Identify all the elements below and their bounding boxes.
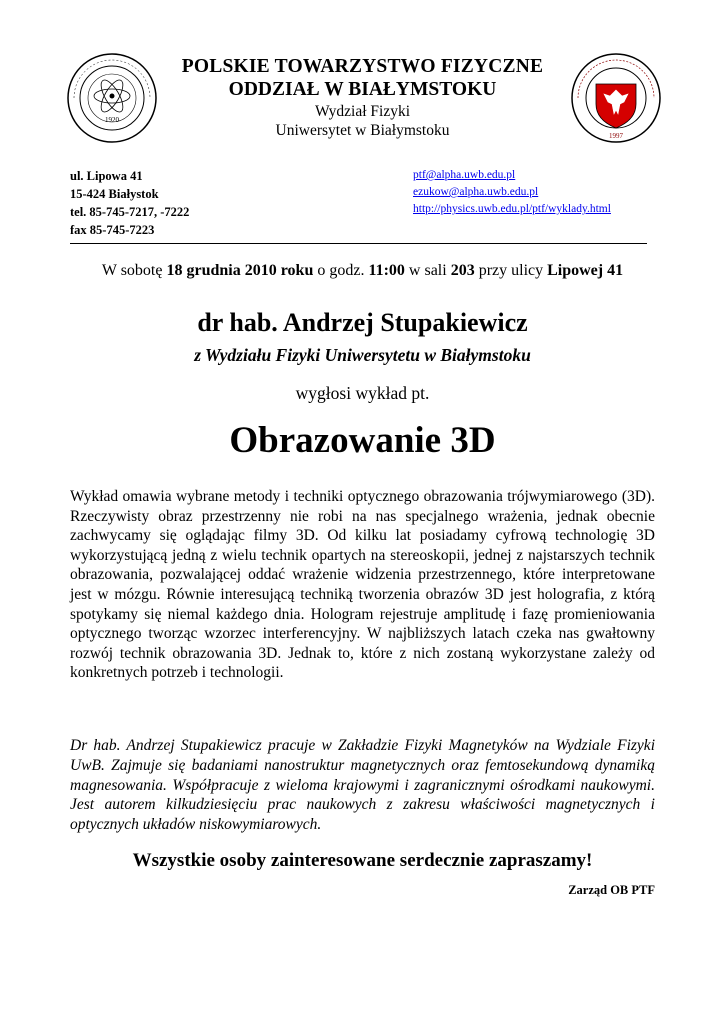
svg-text:1920: 1920 <box>105 116 119 124</box>
signature: Zarząd OB PTF <box>568 883 655 897</box>
org-name-line1: POLSKIE TOWARZYSTWO FIZYCZNE <box>181 56 544 77</box>
email-link-ezukow[interactable]: ezukow@alpha.uwb.edu.pl <box>413 186 539 198</box>
website-link[interactable]: http://physics.uwb.edu.pl/ptf/wyklady.html <box>413 203 611 215</box>
speaker-name: dr hab. Andrzej Stupakiewicz <box>197 308 528 337</box>
org-name-line2: ODDZIAŁ W BIAŁYMSTOKU <box>228 79 497 100</box>
svg-text:1997: 1997 <box>609 132 623 140</box>
university-name: Uniwersytet w Białymstoku <box>275 122 450 139</box>
faculty-name: Wydział Fizyki <box>314 103 411 120</box>
event-datetime <box>70 262 655 280</box>
lecture-title: Obrazowanie 3D <box>229 420 496 461</box>
lecture-intro: wygłosi wykład pt. <box>295 383 430 403</box>
event-date: 18 grudnia 2010 roku <box>166 262 314 279</box>
university-seal-logo <box>570 52 662 144</box>
fax-number: fax 85-745-7223 <box>70 223 155 237</box>
ptf-seal-logo <box>66 52 158 144</box>
lecture-abstract: Wykład omawia wybrane metody i techniki optycznego obrazowania trójwymiarowego (3D). Rzeczywisty obraz przestrzenny nie robi na nas specjalnego wrażenia, jednak obecnie zachwycamy się oglądając filmy 3D. Od kilku lat posiadamy cyfrową technologię 3D wykorzystującą jedną z wielu technik opartych na stereoskopii, jednej z najstarszych technik obrazowania, pozwalającej oddać wrażenie widzenia przestrzennego, które interpretowane jest w mózgu. Równie interesującą techniką tworzenia obrazów 3D jest holografia, z którą spotykamy się niemal każdego dnia. Hologram rejestruje amplitudę i fazę promieniowania optycznego tworząc wzorzec interferencyjny. W najbliższych latach czeka nas gwałtowny rozwój technik obrazowania 3D. Jednak to, które z nich zostaną wykorzystane zależy od konkretnych potrzeb i technologii. <box>70 488 655 682</box>
event-street: Lipowej 41 <box>547 262 624 279</box>
event-time: 11:00 <box>368 262 405 279</box>
email-link-ptf[interactable]: ptf@alpha.uwb.edu.pl <box>413 169 516 181</box>
event-text-4: przy ulicy <box>474 262 548 279</box>
address-block <box>70 167 189 239</box>
event-text-2: o godz. <box>313 262 369 279</box>
event-room: 203 <box>450 262 475 279</box>
header-divider <box>70 243 647 244</box>
speaker-bio: Dr hab. Andrzej Stupakiewicz pracuje w Zakładzie Fizyki Magnetyków na Wydziale Fizyki UwB. Zajmuje się badaniami nanostruktur magnetycznych oraz femtosekundową dynamiką magnesowania. Współpracuje z wieloma krajowymi i zagranicznymi ośrodkami naukowymi. Jest autorem kilkudziesięciu prac naukowych z zakresu właściwości magnetycznych i optycznych układów niskowymiarowych. <box>70 737 655 834</box>
speaker-affiliation: z Wydziału Fizyki Uniwersytetu w Białymstoku <box>194 345 531 365</box>
address-street: ul. Lipowa 41 <box>70 169 143 183</box>
phone-number: tel. 85-745-7217, -7222 <box>70 205 190 219</box>
event-text-3: w sali <box>404 262 451 279</box>
contact-links <box>413 167 611 218</box>
invitation-text: Wszystkie osoby zainteresowane serdecznie zapraszamy! <box>132 850 593 871</box>
address-city: 15-424 Białystok <box>70 187 159 201</box>
event-text-1: W sobotę <box>101 262 167 279</box>
